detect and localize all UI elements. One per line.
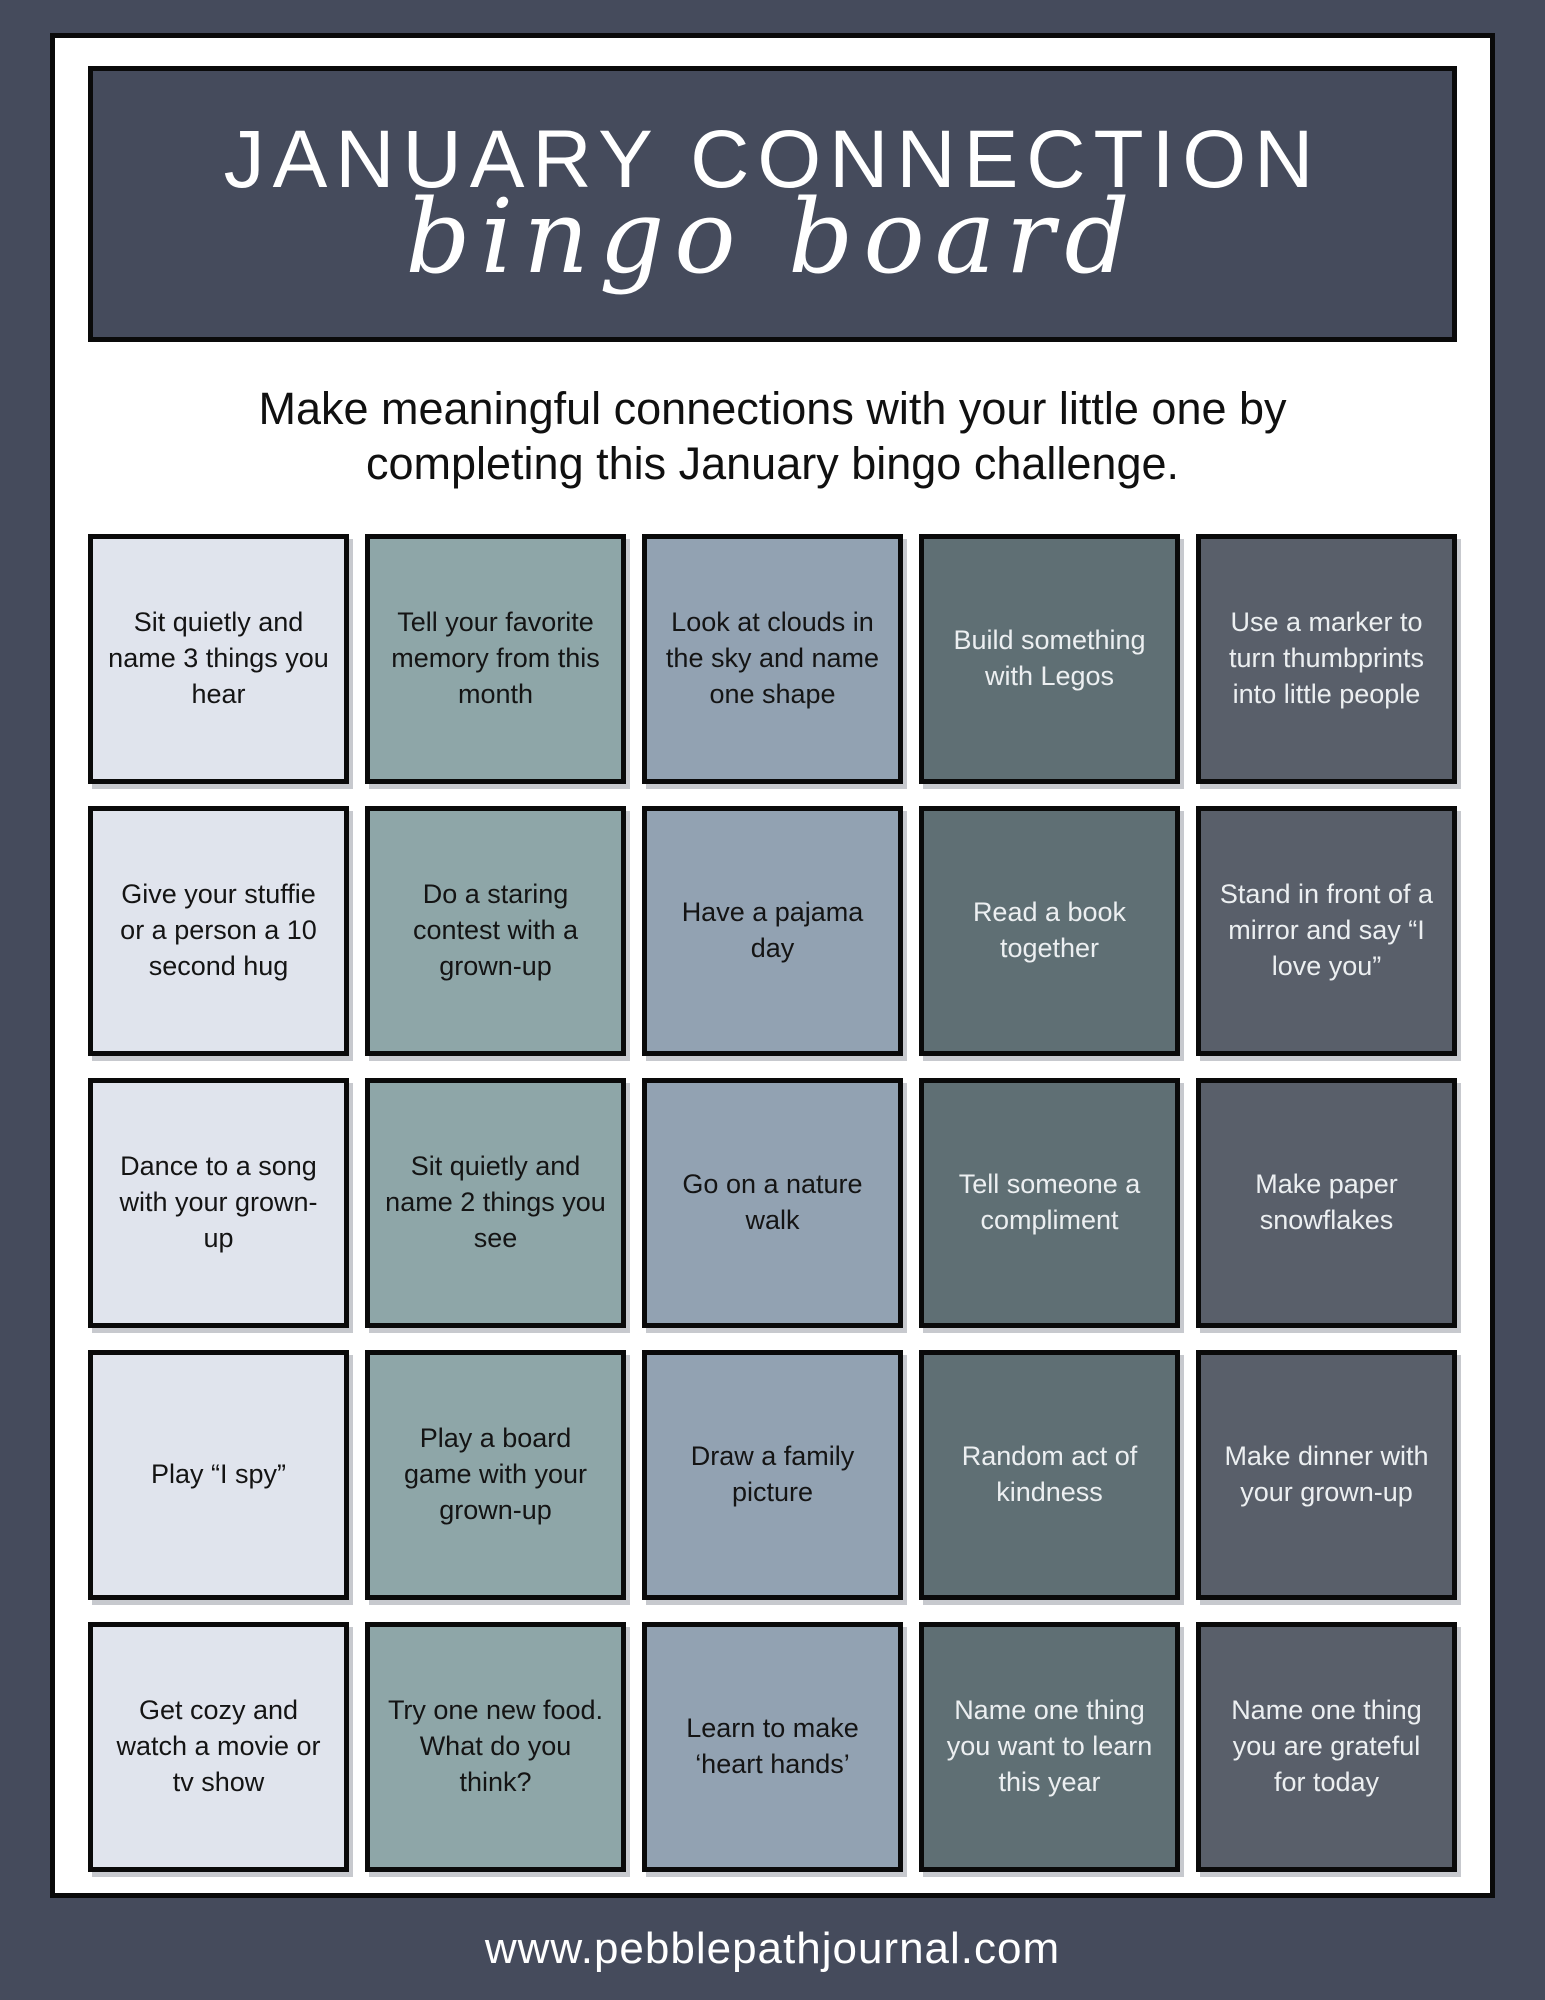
bingo-cell[interactable]: Dance to a song with your grown-up [88,1078,349,1328]
bingo-cell[interactable]: Get cozy and watch a movie or tv show [88,1622,349,1872]
page-subtitle-script: bingo board [405,178,1140,297]
bingo-cell[interactable]: Name one thing you want to learn this year [919,1622,1180,1872]
bingo-cell[interactable]: Play “I spy” [88,1350,349,1600]
bingo-cell[interactable]: Build something with Legos [919,534,1180,784]
bingo-cell[interactable]: Learn to make ‘heart hands’ [642,1622,903,1872]
bingo-cell[interactable]: Sit quietly and name 2 things you see [365,1078,626,1328]
bingo-cell[interactable]: Use a marker to turn thumbprints into little people [1196,534,1457,784]
bingo-cell[interactable]: Give your stuffie or a person a 10 second hug [88,806,349,1056]
footer-url[interactable]: www.pebblepathjournal.com [484,1924,1061,1973]
bingo-cell[interactable]: Draw a family picture [642,1350,903,1600]
bingo-cell[interactable]: Do a staring contest with a grown-up [365,806,626,1056]
bingo-cell[interactable]: Tell someone a compliment [919,1078,1180,1328]
bingo-cell[interactable]: Make dinner with your grown-up [1196,1350,1457,1600]
bingo-cell[interactable]: Look at clouds in the sky and name one shape [642,534,903,784]
bingo-sheet-panel [50,33,1495,1898]
bingo-grid [88,534,1457,1872]
page-title: JANUARY CONNECTION [223,114,1322,205]
bingo-cell[interactable]: Read a book together [919,806,1180,1056]
bingo-cell[interactable]: Go on a nature walk [642,1078,903,1328]
bingo-cell[interactable]: Try one new food. What do you think? [365,1622,626,1872]
bingo-cell[interactable]: Random act of kindness [919,1350,1180,1600]
bingo-cell[interactable]: Sit quietly and name 3 things you hear [88,534,349,784]
bingo-cell[interactable]: Have a pajama day [642,806,903,1056]
bingo-cell[interactable]: Name one thing you are grateful for today [1196,1622,1457,1872]
intro-tagline: Make meaningful connections with your little one by completing this January bingo challenge. [258,383,1287,489]
header-banner [88,66,1457,342]
bingo-cell[interactable]: Tell your favorite memory from this month [365,534,626,784]
bingo-cell[interactable]: Make paper snowflakes [1196,1078,1457,1328]
bingo-cell[interactable]: Stand in front of a mirror and say “I love you” [1196,806,1457,1056]
bingo-cell[interactable]: Play a board game with your grown-up [365,1350,626,1600]
